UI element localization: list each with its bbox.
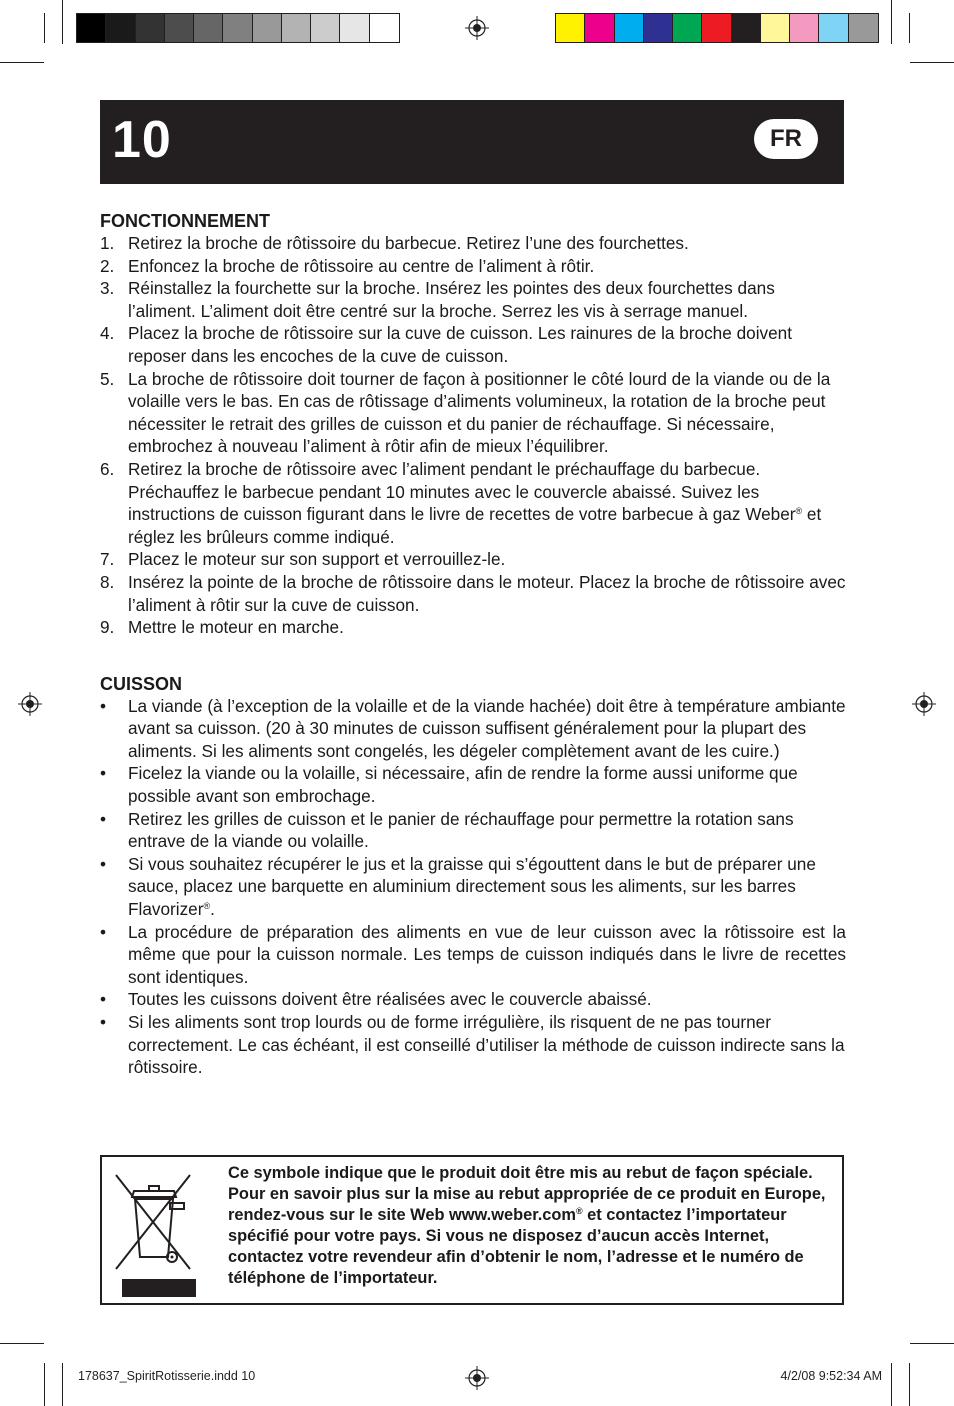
color-swatch [311, 14, 340, 42]
list-item-text: Retirez la broche de rôtissoire du barbecue. Retirez l’une des fourchettes. [128, 233, 689, 253]
color-swatch [253, 14, 282, 42]
color-swatch [761, 14, 790, 42]
list-item [100, 921, 846, 989]
color-swatch [849, 14, 878, 42]
page-number: 10 [112, 111, 172, 169]
color-swatch [282, 14, 311, 42]
list-item [100, 571, 846, 616]
list-item [100, 988, 846, 1011]
list-item-text: Retirez les grilles de cuisson et le panier de réchauffage pour permettre la rotation sans entrave de la viande ou volaille. [128, 808, 794, 852]
list-item-number: 8. [100, 571, 115, 592]
list-item [100, 1011, 846, 1079]
list-item-number: 2. [100, 255, 115, 276]
bulleted-tips-list [100, 695, 846, 1079]
crop-mark [62, 1363, 63, 1406]
list-item [100, 277, 846, 322]
list-item [100, 616, 846, 639]
color-swatch [223, 14, 252, 42]
color-swatch [194, 14, 223, 42]
page-header-band [100, 100, 844, 184]
language-badge: FR [754, 119, 818, 159]
numbered-instructions-list [100, 232, 846, 639]
crop-mark [909, 1363, 910, 1406]
footer-file-info: 178637_SpiritRotisserie.indd 10 [78, 1369, 256, 1383]
list-item [100, 548, 846, 571]
color-swatch [732, 14, 761, 42]
list-item [100, 322, 846, 367]
bullet-icon: • [100, 921, 107, 942]
disposal-notice-text: Ce symbole indique que le produit doit être mis au rebut de façon spéciale. Pour en savoir plus sur la mise au rebut appropriée de ce produit en Europe, rendez-vous sur le site Web www.weber.com® et contactez l’importateur spécifié pour votre pays. Si vous ne disposez d’aucun accès Internet, contactez votre revendeur afin d’obtenir le nom, l’adresse et le numéro de téléphone de l’importateur. [228, 1164, 826, 1287]
bullet-icon: • [100, 695, 107, 716]
list-item-text: Si vous souhaitez récupérer le jus et la graisse qui s’égouttent dans le but de préparer une sauce, placez une barquette en aluminium directement sous les aliments, sur les barres Flavorizer [128, 853, 816, 920]
list-item [100, 808, 846, 853]
color-swatch [340, 14, 369, 42]
crop-mark [891, 1363, 892, 1406]
list-item-text: et réglez les brûleurs comme indiqué. [128, 504, 822, 547]
color-swatch [165, 14, 194, 42]
color-swatch [585, 14, 614, 42]
crop-mark [891, 0, 892, 44]
list-item-text: Ficelez la viande ou la volaille, si nécessaire, afin de rendre la forme aussi uniforme que possible avant son embrochage. [128, 763, 798, 807]
color-swatch [819, 14, 848, 42]
color-swatch [106, 14, 135, 42]
crop-mark [44, 1363, 45, 1406]
color-swatch [615, 14, 644, 42]
registered-mark: ® [795, 506, 803, 517]
bullet-icon: • [100, 808, 107, 829]
list-item-number: 3. [100, 278, 115, 299]
registration-mark-icon [465, 16, 489, 40]
list-item-text: . [210, 899, 215, 920]
disposal-notice-box [100, 1155, 844, 1305]
registration-mark-icon [18, 692, 42, 716]
bullet-icon: • [100, 763, 107, 784]
list-item-text: Placez le moteur sur son support et verrouillez-le. [128, 549, 506, 570]
list-item-text: La procédure de préparation des aliments en vue de leur cuisson avec la rôtissoire est la même que pour la cuisson normale. Les temps de cuisson indiqués dans le livre de recettes sont identiques. [128, 921, 846, 987]
list-item-text: Insérez la pointe de la broche de rôtissoire dans le moteur. Placez la broche de rôtissoire avec l’aliment à rôtir sur la cuve de cuisson. [128, 571, 846, 615]
section-title-cuisson: CUISSON [100, 673, 183, 694]
bullet-icon: • [100, 989, 107, 1010]
list-item [100, 762, 846, 807]
color-swatch [370, 14, 399, 42]
bullet-icon: • [100, 1012, 107, 1032]
list-item-number: 7. [100, 549, 115, 570]
footer-timestamp: 4/2/08 9:52:34 AM [780, 1369, 882, 1383]
section-title-fonctionnement: FONCTIONNEMENT [100, 211, 270, 231]
list-item-text: Retirez la broche de rôtissoire avec l’aliment pendant le préchauffage du barbecue. Préchauffez le barbecue pendant 10 minutes avec le couvercle abaissé. Suivez les instructions de cuisson figurant dans le livre de recettes de votre barbecue à gaz Weber [128, 458, 796, 525]
color-swatch [673, 14, 702, 42]
list-item-number: 9. [100, 617, 115, 638]
list-item [100, 232, 846, 255]
main-content [100, 210, 846, 1079]
color-swatch [644, 14, 673, 42]
list-item [100, 255, 846, 278]
list-item-text: Si les aliments sont trop lourds ou de forme irrégulière, ils risquent de ne pas tourner correctement. Le cas échéant, il est conseillé d’utiliser la méthode de cuisson indirecte sans la rôtissoire. [128, 1012, 845, 1078]
list-item-text: Toutes les cuissons doivent être réalisées avec le couvercle abaissé. [128, 989, 652, 1010]
crop-mark [0, 62, 44, 63]
list-item-text: Enfoncez la broche de rôtissoire au centre de l’aliment à rôtir. [128, 255, 595, 276]
registered-mark: ® [203, 901, 211, 912]
crop-mark [62, 0, 63, 44]
color-swatch [790, 14, 819, 42]
crop-mark [44, 13, 45, 43]
list-item-number: 4. [100, 323, 115, 344]
color-swatch [77, 14, 106, 42]
registration-mark-icon [912, 692, 936, 716]
color-calibration-bar [555, 13, 879, 43]
crop-mark [910, 62, 954, 63]
list-item [100, 695, 846, 763]
crop-mark [0, 1343, 44, 1344]
grayscale-calibration-bar [76, 13, 400, 43]
list-item-text: Réinstallez la fourchette sur la broche. Insérez les pointes des deux fourchettes dans l’aliment. L’aliment doit être centré sur la broche. Serrez les vis à serrage manuel. [128, 278, 775, 321]
list-item [100, 853, 846, 921]
list-item-number: 5. [100, 368, 115, 389]
color-swatch [702, 14, 731, 42]
crossed-out-wheelie-bin-icon [112, 1169, 196, 1297]
color-swatch [136, 14, 165, 42]
list-item-text: La viande (à l’exception de la volaille et de la viande hachée) doit être à température ambiante avant sa cuisson. (20 à 30 minutes de cuisson suffisent généralement pour la plupart des aliments. Si les aliments sont congelés, les dégeler complètement avant de les cuire.) [128, 695, 846, 761]
list-item-number: 1. [100, 233, 115, 253]
list-item [100, 458, 846, 548]
registration-mark-icon [465, 1366, 489, 1390]
list-item-text: La broche de rôtissoire doit tourner de façon à positionner le côté lourd de la viande ou de la volaille vers le bas. En cas de rôtissage d’aliments volumineux, la rotation de la broche peut nécessiter le retrait des grilles de cuisson et du panier de réchauffage. Si nécessaire, embrochez à nouveau l’aliment à rôtir afin de mieux l’équilibrer. [128, 368, 831, 457]
list-item-number: 6. [100, 458, 115, 479]
list-item [100, 368, 846, 458]
crop-mark [909, 13, 910, 43]
bullet-icon: • [100, 853, 107, 874]
list-item-text: Mettre le moteur en marche. [128, 617, 344, 638]
list-item-text: Placez la broche de rôtissoire sur la cuve de cuisson. Les rainures de la broche doivent reposer dans les encoches de la cuve de cuisson. [128, 323, 792, 366]
color-swatch [556, 14, 585, 42]
crop-mark [910, 1343, 954, 1344]
